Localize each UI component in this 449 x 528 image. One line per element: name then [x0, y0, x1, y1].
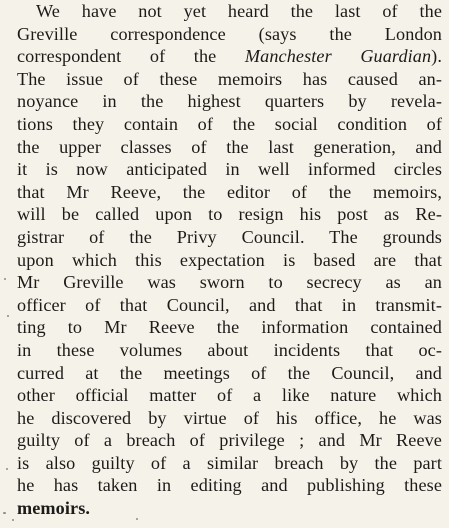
article-line-15: ting to Mr Reeve the information contained	[17, 317, 442, 338]
article-line-2: Greville correspondence (says the London	[17, 23, 442, 44]
ink-speck	[7, 315, 9, 317]
ink-speck	[12, 519, 14, 521]
article-line-10: will be called upon to resign his post as Re-	[17, 204, 442, 225]
article-line-14: officer of that Council, and that in transmit-	[17, 294, 442, 315]
article-line-20: guilty of a breach of privilege ; and Mr Reeve	[17, 430, 442, 451]
article-line-6: tions they contain of the social condition of	[17, 113, 442, 134]
ink-speck	[6, 468, 8, 470]
ink-speck	[3, 512, 6, 514]
article-line-16: in these volumes about incidents that oc-	[17, 339, 442, 360]
article-line-3-end: ).	[431, 46, 442, 67]
article-line-7: the upper classes of the last generation, and	[17, 136, 442, 157]
article-line-12: upon which this expectation is based are that	[17, 249, 442, 270]
newspaper-title: Manchester Guardian	[244, 46, 432, 67]
article-column	[17, 0, 442, 520]
article-line-11: gistrar of the Privy Council. The grounds	[17, 226, 442, 247]
ink-speck	[4, 278, 6, 280]
article-line-17: curred at the meetings of the Council, and	[17, 362, 442, 383]
article-line-22: he has taken in editing and publishing these	[17, 475, 442, 496]
article-line-1: We have not yet heard the last of the	[36, 1, 442, 21]
article-line-9: that Mr Reeve, the editor of the memoirs,	[17, 181, 442, 202]
article-line-18: other official matter of a like nature which	[17, 385, 442, 406]
article-line-13: Mr Greville was sworn to secrecy as an	[17, 272, 442, 293]
ink-speck	[136, 518, 138, 520]
article-line-19: he discovered by virtue of his office, he was	[17, 407, 442, 428]
article-line-23: memoirs.	[17, 498, 91, 519]
article-line-21: is also guilty of a similar breach by the part	[17, 452, 442, 473]
article-line-3-text: correspondent of the	[17, 46, 245, 67]
article-line-4: The issue of these memoirs has caused an-	[17, 68, 442, 89]
article-line-3	[17, 45, 442, 68]
article-line-8: it is now anticipated in well informed circles	[17, 159, 442, 180]
article-line-5: noyance in the highest quarters by revela-	[17, 91, 442, 112]
